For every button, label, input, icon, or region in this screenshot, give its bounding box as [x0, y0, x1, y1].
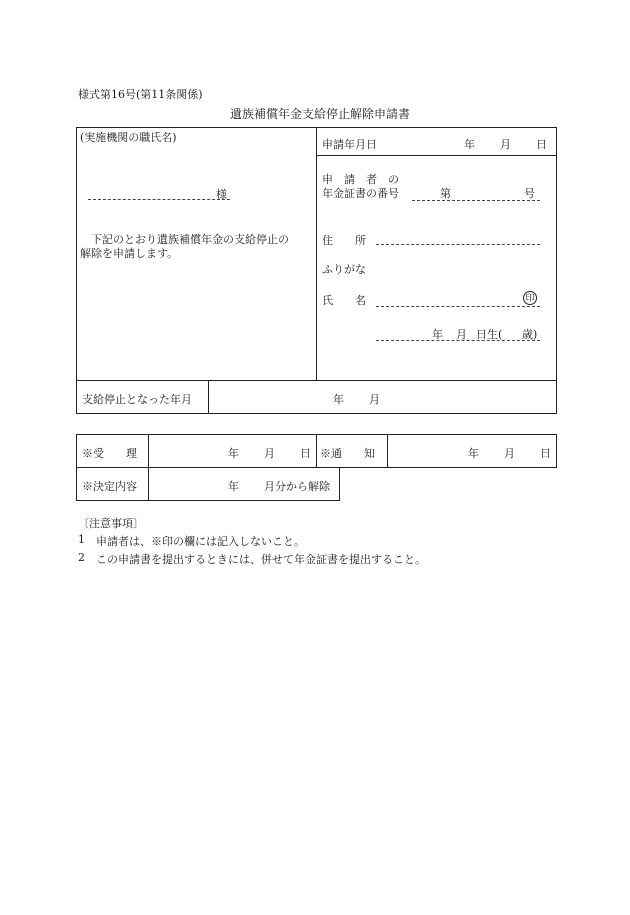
sama-label: 様 [216, 188, 227, 201]
name-label: 氏 名 [322, 294, 366, 307]
notice-month: 月 [504, 447, 515, 460]
agency-label: (実施機関の職氏名) [80, 131, 177, 144]
form-number: 様式第16号(第11条関係) [78, 88, 203, 101]
request-text-1: 下記のとおり遺族補償年金の支給停止の [91, 233, 289, 246]
certificate-number-field[interactable] [412, 200, 540, 201]
suspension-month: 月 [369, 393, 380, 406]
decision-label: ※決定内容 [82, 480, 137, 493]
furigana-label: ふりがな [322, 263, 366, 276]
birth-year: 年 [432, 328, 443, 341]
application-month: 月 [500, 138, 511, 151]
receipt-year: 年 [228, 447, 239, 460]
agency-name-field[interactable] [88, 199, 230, 200]
form-title: 遺族補償年金支給停止解除申請書 [230, 107, 411, 121]
receipt-day: 日 [300, 447, 311, 460]
notice-day: 日 [540, 447, 551, 460]
address-label: 住 所 [322, 234, 366, 247]
note-2-number: 2 [78, 551, 85, 564]
application-day: 日 [536, 138, 547, 151]
receipt-month: 月 [264, 447, 275, 460]
decision-year: 年 [228, 480, 239, 493]
suspension-year: 年 [333, 393, 344, 406]
application-date-label: 申請年月日 [322, 138, 377, 151]
notice-label: ※通 知 [320, 447, 375, 460]
dai-label: 第 [440, 187, 451, 200]
note-1-number: 1 [78, 533, 85, 546]
birth-day: 日生( [476, 328, 503, 341]
application-year: 年 [464, 138, 475, 151]
request-text-2: 解除を申請します。 [80, 247, 179, 260]
go-label: 号 [524, 187, 535, 200]
applicant-label-1: 申 請 者 の [322, 173, 399, 186]
note-1-text: 申請者は、※印の欄には記入しないこと。 [96, 535, 305, 548]
seal-icon: 印 [523, 291, 537, 305]
birth-month: 月 [456, 328, 467, 341]
name-field[interactable] [376, 306, 540, 307]
age-label: 歳) [522, 328, 538, 341]
birth-date-field[interactable] [376, 340, 540, 341]
decision-text: 月分から解除 [264, 480, 330, 493]
applicant-label-2: 年金証書の番号 [322, 187, 399, 200]
address-field[interactable] [376, 244, 540, 245]
notes-heading: 〔注意事項〕 [78, 517, 144, 530]
suspension-label: 支給停止となった年月 [82, 393, 192, 406]
receipt-label: ※受 理 [82, 447, 137, 460]
notice-year: 年 [468, 447, 479, 460]
note-2-text: この申請書を提出するときには、併せて年金証書を提出すること。 [96, 553, 426, 566]
